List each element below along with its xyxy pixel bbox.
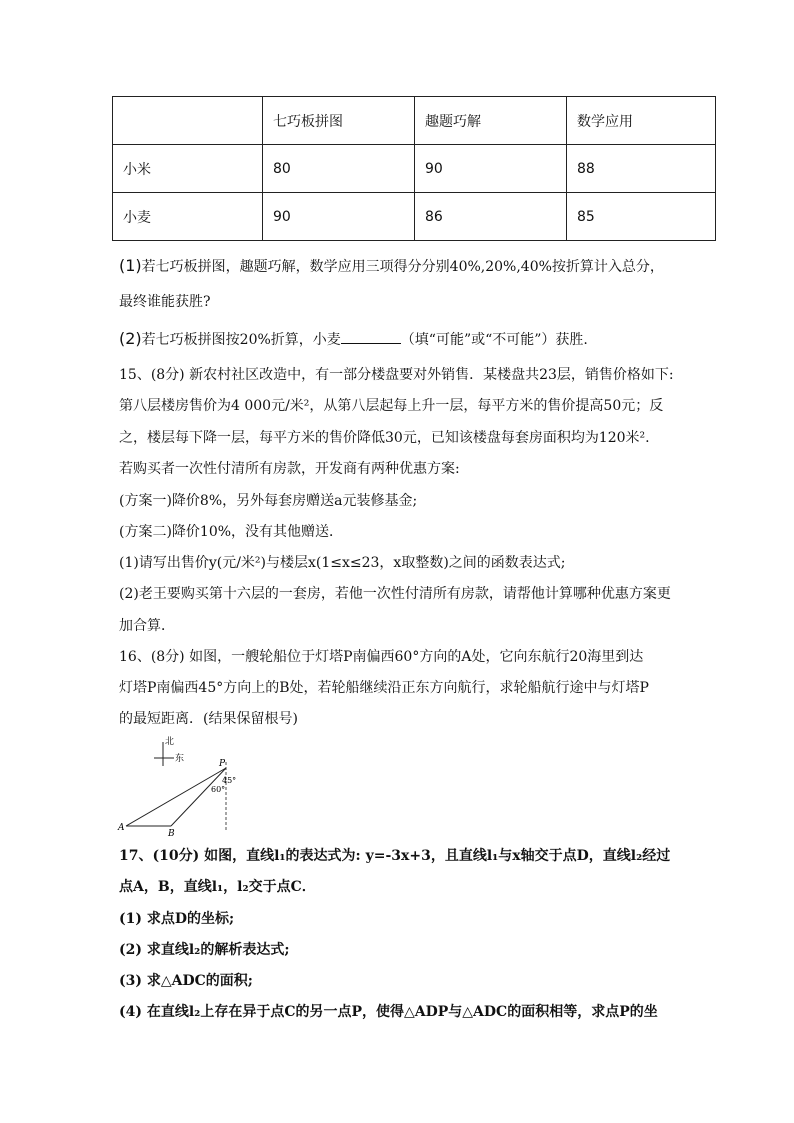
table-header-cell — [113, 97, 263, 145]
q15-line-9: 加合算． — [119, 618, 175, 634]
table-header-row — [113, 97, 716, 145]
table-cell: 80 — [263, 145, 415, 193]
q15-line-3: 之，楼层每下降一层，每平方米的售价降低30元，已知该楼盘每套房面积均为120米². — [119, 430, 650, 446]
table-header-cell: 数学应用 — [567, 97, 716, 145]
score-table — [112, 96, 716, 241]
q17-line-1: 17、(10分) 如图，直线l₁的表达式为: y=-3x+3，且直线l₁与x轴交于点D，直线l₂经过 — [119, 848, 671, 864]
point-b-label: B — [168, 829, 175, 838]
table-row — [113, 193, 716, 241]
q15-line-7: (1)请写出售价y(元/米²)与楼层x(1≤x≤23，x取整数)之间的函数表达式; — [119, 555, 566, 571]
q16-line-3: 的最短距离．(结果保留根号) — [119, 711, 298, 727]
q14-part2 — [119, 329, 588, 350]
point-p-label: P — [219, 759, 226, 769]
q16-line-1: 16、(8分) 如图，一艘轮船位于灯塔P南偏西60°方向的A处，它向东航行20海里到达 — [119, 649, 644, 665]
table-cell: 小麦 — [113, 193, 263, 241]
table-cell: 90 — [415, 145, 567, 193]
angle-45-label: 45° — [222, 776, 237, 785]
point-a-label: A — [118, 823, 125, 833]
table-cell: 90 — [263, 193, 415, 241]
angle-60-label: 60° — [211, 785, 226, 794]
table-row — [113, 145, 716, 193]
q14-part2-number: (2) — [119, 329, 142, 348]
q14-part2-text-a: 若七巧板拼图按20%折算，小麦 — [141, 332, 341, 348]
q15-line-8: (2)老王要购买第十六层的一套房，若他一次性付清所有房款，请帮他计算哪种优惠方案更 — [119, 586, 671, 602]
q15-line-4: 若购买者一次性付清所有房款，开发商有两种优惠方案: — [119, 461, 460, 477]
q17-line-4: (2) 求直线l₂的解析表达式; — [119, 942, 290, 958]
table-header-cell: 七巧板拼图 — [263, 97, 415, 145]
q14-part1-number: (1) — [119, 256, 142, 275]
q14-part1-text: 若七巧板拼图，趣题巧解，数学应用三项得分分别40%,20%,40%按折算计入总分， — [141, 259, 664, 275]
q14-part2-text-b: （填“可能”或“不可能”）获胜. — [400, 332, 588, 348]
line-pb — [171, 768, 226, 826]
table-cell: 85 — [567, 193, 716, 241]
q15-line-6: (方案二)降价10%，没有其他赠送． — [119, 524, 344, 540]
q14-part1-cont: 最终谁能获胜? — [119, 294, 211, 310]
q17-line-6: (4) 在直线l₂上存在异于点C的另一点P，使得△ADP与△ADC的面积相等，求点P的坐 — [119, 1004, 658, 1020]
q14-part1 — [119, 256, 664, 277]
table-header-cell: 趣题巧解 — [415, 97, 567, 145]
q17-line-2: 点A，B，直线l₁，l₂交于点C． — [119, 879, 316, 895]
q17-line-3: (1) 求点D的坐标; — [119, 911, 235, 927]
line-pa — [126, 768, 226, 826]
q15-line-2: 第八层楼房售价为4 000元/米²，从第八层起每上升一层，每平方米的售价提高50元；反 — [119, 398, 664, 414]
q15-line-5: (方案一)降价8%，另外每套房赠送a元装修基金; — [119, 493, 418, 509]
lighthouse-figure — [116, 730, 246, 838]
answer-blank — [341, 329, 401, 344]
q17-line-5: (3) 求△ADC的面积; — [119, 973, 253, 989]
q15-line-1: 15、(8分) 新农村社区改造中，有一部分楼盘要对外销售．某楼盘共23层，销售价格如下: — [119, 367, 674, 383]
table-cell: 小米 — [113, 145, 263, 193]
table-cell: 88 — [567, 145, 716, 193]
compass-east-label: 东 — [175, 754, 185, 764]
q16-line-2: 灯塔P南偏西45°方向上的B处，若轮船继续沿正东方向航行，求轮船航行途中与灯塔P — [119, 680, 649, 696]
table-cell: 86 — [415, 193, 567, 241]
compass-north-label: 北 — [165, 737, 175, 747]
